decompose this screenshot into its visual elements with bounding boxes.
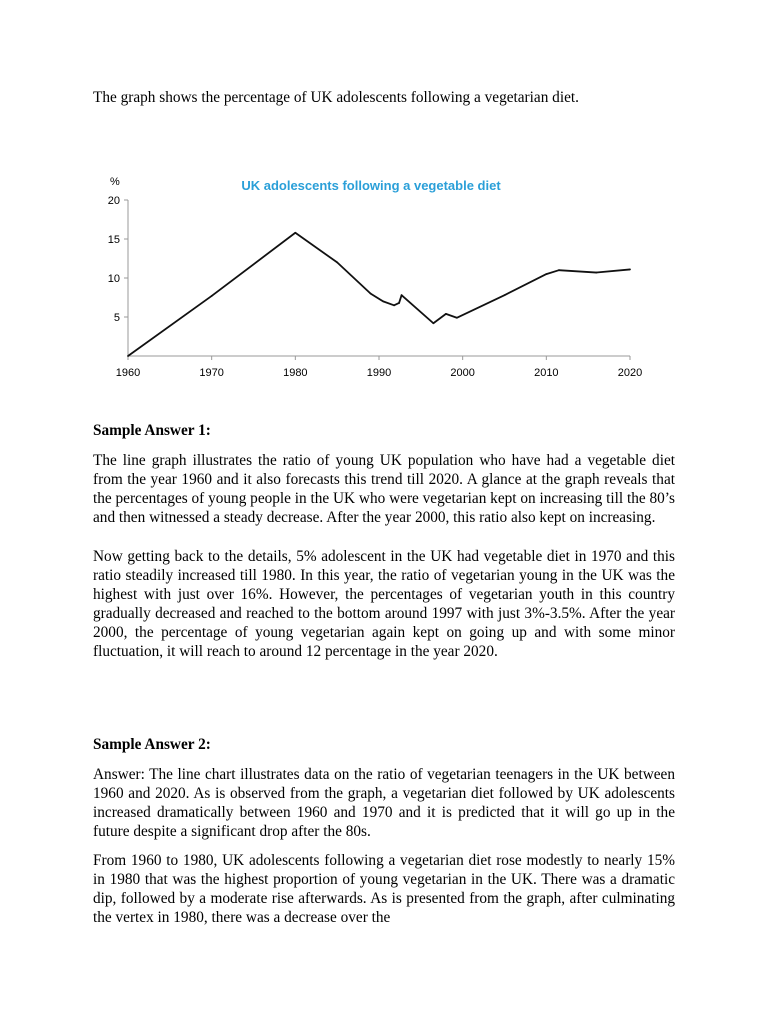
intro-text: The graph shows the percentage of UK adolescents following a vegetarian diet. [93, 89, 579, 106]
data-point [545, 273, 547, 275]
y-tick-label: 20 [107, 195, 120, 207]
data-point [558, 269, 560, 271]
y-tick-label: 10 [107, 273, 120, 285]
y-axis-label: % [110, 176, 120, 188]
answer2-heading: Sample Answer 2: [93, 736, 211, 753]
x-tick-label: 2020 [617, 367, 643, 379]
x-tick-label: 1960 [115, 367, 141, 379]
x-tick-label: 1990 [366, 367, 392, 379]
x-tick-label: 2000 [450, 367, 475, 379]
answer1-paragraph1: The line graph illustrates the ratio of young UK population who have had a vegetable diet from the year 1960 and it also forecasts this trend till 2020. A glance at the graph reveals that the percentages of young people in the UK who were vegetarian kept on increasing till the 80’s and then witnessed a steady decrease. After the year 2000, this ratio also kept on increasing. [93, 452, 675, 526]
data-line [128, 233, 630, 356]
data-point [398, 302, 400, 304]
data-point [629, 269, 631, 271]
data-point [504, 294, 506, 296]
y-tick-label: 5 [113, 312, 120, 324]
data-point [127, 355, 129, 357]
answer2-paragraph1: Answer: The line chart illustrates data on the ratio of vegetarian teenagers in the UK between 1960 and 2020. As is observed from the graph, a vegetarian diet followed by UK adolescents increased dramatically between 1960 and 1970 and it is predicted that it will go up in the future despite a significant drop after the 80s. [93, 766, 675, 840]
data-point [432, 322, 434, 324]
y-tick-label: 15 [107, 234, 120, 246]
line-chart [95, 165, 655, 390]
chart-title: UK adolescents following a vegetable diet [241, 178, 501, 193]
data-point [382, 301, 384, 303]
answer2-paragraph2: From 1960 to 1980, UK adolescents following a vegetarian diet rose modestly to nearly 15% in 1980 that was the highest proportion of young vegetarian in the UK. There was a dramatic dip, followed by a moderate rise afterwards. As is presented from the graph, after culminating the vertex in 1980, there was a decrease over the [93, 852, 675, 926]
data-point [456, 317, 458, 319]
x-tick-label: 1980 [283, 367, 308, 379]
data-point [445, 313, 447, 315]
data-point [370, 293, 372, 295]
data-point [401, 294, 403, 296]
data-point [393, 304, 395, 306]
data-point [294, 232, 296, 234]
data-point [336, 262, 338, 264]
answer1-paragraph2: Now getting back to the details, 5% adolescent in the UK had vegetable diet in 1970 and this ratio steadily increased till 1980. In this year, the ratio of vegetarian young in the UK was the highest with just over 16%. However, the percentages of vegetarian youth in this country gradually decreased and reached to the bottom around 1997 with just 3%-3.5%. After the year 2000, the percentage of young vegetarian again kept on going up and with some minor fluctuation, it will reach to around 12 percentage in the year 2020. [93, 548, 675, 660]
x-tick-label: 2010 [534, 367, 559, 379]
data-point [211, 295, 213, 297]
x-tick-label: 1970 [199, 367, 224, 379]
data-point [596, 272, 598, 274]
answer1-heading: Sample Answer 1: [93, 422, 211, 439]
